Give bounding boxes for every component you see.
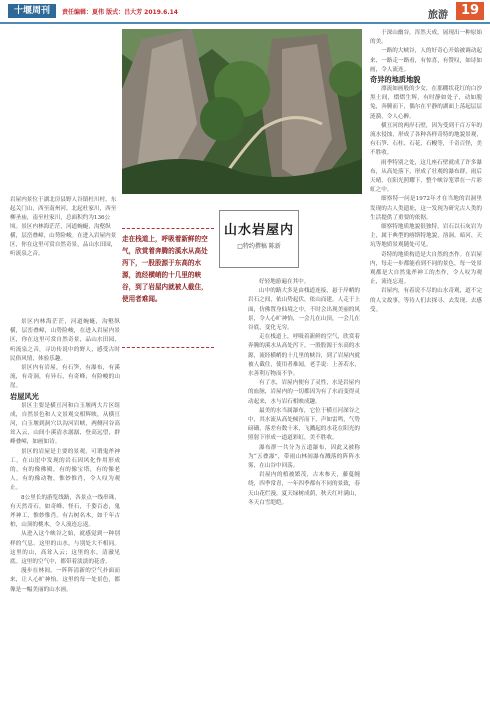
paragraph: 瀑布群一共分为五道瀑布，因此又被称为“五叠瀑”，带雨山林间瀑布溅落的阵阵水雾，在山谷中回荡。 xyxy=(248,444,360,470)
paragraph: 细察特地质地貌很独特，岩石以石灰岩为主，属于典型的喀斯特地貌，溶洞、暗河、天坑等地质景观随处可见。 xyxy=(370,224,482,249)
subheading: 奇异的地质地貌 xyxy=(370,75,421,85)
article-photo xyxy=(122,29,362,194)
paragraph: 景区主要是横亘河和白玉堰两大片区组成，自然景色和人文景观交相辉映，从横亘河，白玉堰到洞穴以沟河岩峡，两侧河谷高耸入云，山间小溪清水潺潺，登高远望，群峰叠嶂，如画如诗。 xyxy=(10,402,120,446)
subheading: 岩屋风光 xyxy=(10,391,39,401)
paragraph: 最美的水当属瀑布，它位于横亘河深谷之中，其水流从高处倾泻而下，声如雷鸣，气势磅礴，落差有数十米，飞溅起的水花在阳光的照射下形成一道道彩虹，美不胜收。 xyxy=(248,407,360,442)
article-title-box xyxy=(219,210,299,268)
editor-meta: 责任编辑：夏伟 版式：吕大芳 2019.6.14 xyxy=(62,9,178,16)
paragraph: 于深山幽谷，浑然天成，展现出一种原始的美。 xyxy=(370,30,482,46)
paragraph: 景区内林海茫茫，河道蜿蜒，沟壑纵横，层峦叠嶂，山势险峻，在进入岩屋内景区，你在这里可赏自然奇景，品山水田园，听流泉之音，寻访传说中的野人，感受古时民俗风情，体验乐趣。 xyxy=(10,319,120,362)
mountain-cliff-image xyxy=(122,29,362,194)
paragraph: 岩屋内，有着说不尽的山水奇观，道不完的人文故事，等待人们去探寻、去发现、去感受。 xyxy=(370,288,482,313)
paragraph: 景区的岩屋是主要的景观，可谓鬼斧神工，在山崖中发现的岩石因风化作用形成的，有的像佛殿，有的像宝塔，有的像老人，有的像动物，惟妙惟肖，令人叹为观止。 xyxy=(10,448,120,492)
paragraph: 有了水，岩屋内便有了灵性，水是岩屋内的血脉，岩屋内的一切都因为有了水而变得灵动起来，水与岩石相映成趣。 xyxy=(248,380,360,405)
paragraph: 漂流如画般的少女，在那棚状花红的白沙黑土间，熠熠生辉，有时静如处子，动如脱兔，奔腾而下，偶尔在平静的湖面上荡起层层涟漪，令人心醉。 xyxy=(370,86,482,120)
photo-caption: 岩屋内景位于湖北房县野人谷镇杜川村，东起关门山，西至南州河，北起杜家川，西至柳圣庙，南至杜家川，总面积约为136公顷。景区内林海茫茫，河道蜿蜒，沟壑纵横，层峦叠嶂，山势险峻。在进入岩屋内景区，你在这里可赏自然奇景，品山水田园，听流泉之音。 xyxy=(10,197,117,257)
article-byline: □特约撰稿 陈新 xyxy=(237,243,281,250)
paragraph: 从进入这个峡谷之始，就感觉到一种别样的气息。这里的山水，与别处大不相同。这里的山，高耸入云；这里的水，清澈见底。这里的空气中，都带着淡淡的花香。 xyxy=(10,531,120,566)
article-title: 山水岩屋内 xyxy=(223,223,294,238)
paragraph: 奇特的地质构造是大自然的杰作。在岩屋内，每走一步都能看到不同的景色，每一处景观都是大自然鬼斧神工的杰作，令人叹为观止，流连忘返。 xyxy=(370,251,482,286)
paragraph: 横亘河的两岸石壁，因为受到千百万年的流水侵蚀，形成了各种各样奇特的地貌景观，有石笋、石柱、石花、石幔等，千奇百怪，美不胜收。 xyxy=(370,122,482,157)
paragraph: 细察特一问是1972年才在当地的岩洞里发现的古人类遗址，这一发现为研究古人类的生活提供了重要的依据。 xyxy=(370,196,482,221)
paragraph: 雨季特别之处，这几座石壁就成了许多瀑布，从高处落下，形成了壮观的瀑布群，雨后天晴，在阳光照耀下，整个峡谷笼罩在一片彩虹之中。 xyxy=(370,159,482,194)
pull-quote-text: 走在栈道上，呼吸着新鲜的空气，欣赏着奔腾的溪水从高处泻下，一股股源于东高的水源，流经横峭的十几里的峡谷，到了岩屋内就被人截住，使用者难闻。 xyxy=(122,235,208,303)
section-label: 旅游 xyxy=(428,10,448,21)
masthead-brand: 十堰周刊 xyxy=(8,4,56,18)
paragraph: 漫步在林间，一阵阵清新的空气扑面而来，让人心旷神怡。这里的每一处景色，都像是一幅美丽的山水画。 xyxy=(10,568,120,593)
page-number: 19 xyxy=(456,2,484,20)
article-column-2 xyxy=(248,278,360,508)
page-header xyxy=(0,0,490,24)
article-column-1 xyxy=(10,318,120,595)
paragraph: 8公里长的游览线路，各景点一线串珠，有天然奇石，如奇峰、怪石，千姿百态，鬼斧神工，惟妙惟肖。有古树名木，如千年古柏，山顶的桃木，令人流连忘返。 xyxy=(10,494,120,529)
paragraph: 一路的大峡谷，人的好奇心开始被调动起来，一路走一路看，有惊喜，有赞叹，如诗如画，令人流连。 xyxy=(370,48,482,73)
paragraph: 山中的路大多是由栈道连接，悬于岸峭的岩石之间，依山势起伏，依山而建，人走于上面，仿佛置身仙境之中，不时会出现美丽的风景，令人心旷神怡，一会儿在山顶，一会儿在谷底，变化无穷。 xyxy=(248,288,360,332)
paragraph: 岩屋内的植被繁茂，古木参天，藤蔓缠绕，四季常青，一年四季都有不同的景致，春天山花烂漫，夏天绿树成荫，秋天红叶满山，冬天白雪皑皑。 xyxy=(248,472,360,506)
header-rule xyxy=(0,22,490,24)
paragraph: 走在栈道上，呼吸着新鲜的空气，欣赏着奔腾的溪水从高处泻下，一股股源于东高的水源，流经横峭的十几里的峡谷，到了岩屋内就被人截住，使用者难闻，老手说：上善若水，水善利万物而不争。 xyxy=(248,334,360,378)
article-column-3 xyxy=(370,29,482,315)
paragraph: 景区内有岩屋，有石笋，有瀑布，有溪流，有奇洞，有异石，有奇峰，有险峻的山崖。 xyxy=(10,365,120,390)
paragraph: 好轻地游遍在其中。 xyxy=(259,279,310,285)
pull-quote xyxy=(122,228,214,348)
